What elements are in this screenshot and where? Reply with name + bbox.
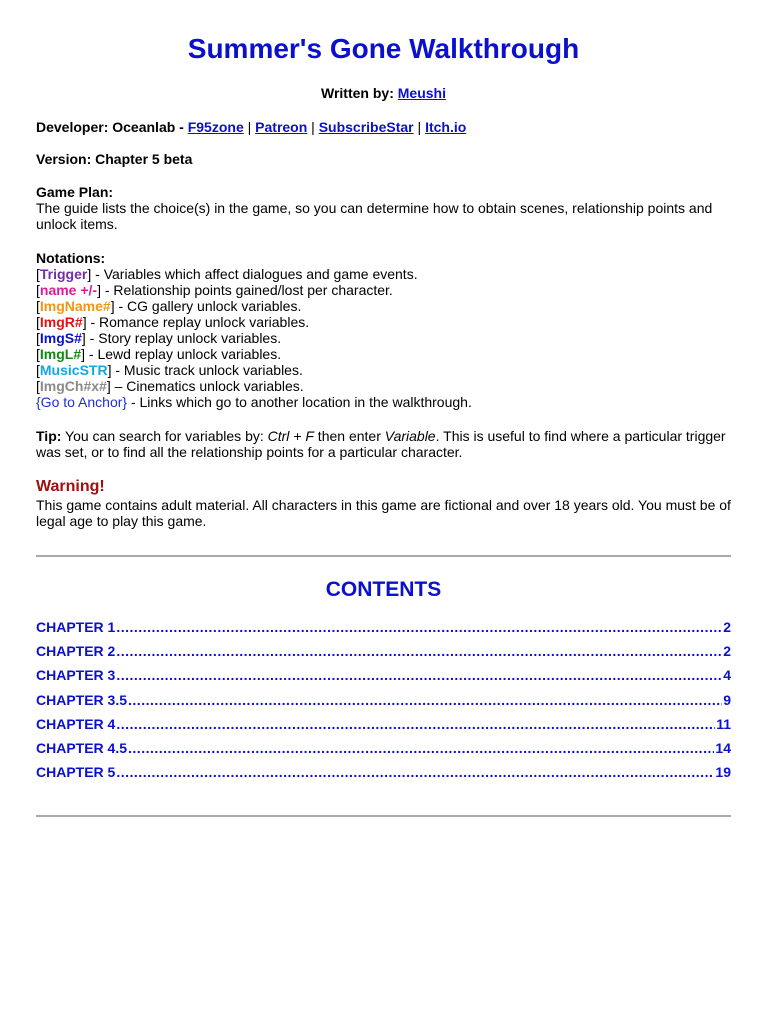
divider bbox=[36, 555, 731, 557]
page-title: Summer's Gone Walkthrough bbox=[187, 33, 580, 64]
notation-desc: - Relationship points gained/lost per character. bbox=[100, 282, 393, 298]
toc-page: 9 bbox=[723, 691, 731, 708]
notation-tag: MusicSTR bbox=[39, 362, 108, 378]
toc-page: 11 bbox=[716, 715, 731, 732]
author-link[interactable]: Meushi bbox=[397, 85, 446, 101]
toc-label: CHAPTER 3 bbox=[36, 667, 116, 684]
toc-page: 19 bbox=[715, 764, 731, 781]
game-plan-text: The guide lists the choice(s) in the game, so you can determine how to obtain scenes, relationship points and unlock items. bbox=[36, 200, 713, 232]
notations-section bbox=[36, 250, 731, 410]
table-of-contents bbox=[36, 619, 731, 788]
notation-tag: ImgS# bbox=[39, 330, 82, 346]
notation-desc: - CG gallery unlock variables. bbox=[114, 298, 302, 314]
toc-label: CHAPTER 5 bbox=[36, 764, 116, 781]
toc-entry[interactable] bbox=[36, 619, 731, 643]
version-line: Version: Chapter 5 beta bbox=[36, 151, 193, 167]
notation-desc: - Story replay unlock variables. bbox=[85, 330, 282, 346]
notations-heading: Notations: bbox=[36, 250, 106, 266]
notation-tag: name +/- bbox=[39, 282, 98, 298]
warning-heading: Warning! bbox=[36, 478, 105, 495]
notation-item: [Trigger] - Variables which affect dialogues and game events. bbox=[36, 266, 418, 282]
toc-entry[interactable] bbox=[36, 692, 731, 716]
notation-desc: - Variables which affect dialogues and game events. bbox=[91, 266, 418, 282]
toc-page: 2 bbox=[723, 619, 731, 635]
notation-desc: - Lewd replay unlock variables. bbox=[85, 346, 282, 362]
f95zone-link[interactable]: F95zone bbox=[187, 119, 244, 135]
toc-label: CHAPTER 2 bbox=[36, 643, 116, 660]
toc-label: CHAPTER 3.5 bbox=[36, 691, 128, 708]
toc-entry[interactable] bbox=[36, 740, 731, 764]
notation-tag: ImgCh#x# bbox=[39, 378, 107, 394]
notation-item bbox=[36, 394, 731, 410]
divider bbox=[36, 815, 731, 817]
toc-leader-dots bbox=[116, 643, 722, 659]
toc-leader-dots bbox=[116, 667, 722, 683]
anchor-tag: {Go to Anchor} bbox=[36, 394, 128, 410]
notation-item: [ImgS#] - Story replay unlock variables. bbox=[36, 330, 282, 346]
toc-label: CHAPTER 4.5 bbox=[36, 739, 128, 756]
notation-item: [ImgL#] - Lewd replay unlock variables. bbox=[36, 346, 282, 362]
toc-leader-dots bbox=[128, 692, 722, 708]
developer-line bbox=[36, 119, 731, 135]
notation-desc: - Music track unlock variables. bbox=[111, 362, 303, 378]
written-by-line bbox=[36, 85, 731, 101]
patreon-link[interactable]: Patreon bbox=[255, 119, 308, 135]
notation-desc: – Cinematics unlock variables. bbox=[110, 378, 304, 394]
warning-section bbox=[36, 477, 731, 529]
tip-keys: Ctrl + F bbox=[267, 428, 314, 444]
toc-label: CHAPTER 4 bbox=[36, 715, 116, 732]
notation-tag: ImgName# bbox=[39, 298, 111, 314]
notation-desc: - Links which go to another location in the walkthrough. bbox=[127, 394, 472, 410]
toc-leader-dots bbox=[116, 764, 714, 780]
link-separator: | bbox=[247, 119, 252, 135]
itchio-link[interactable]: Itch.io bbox=[425, 119, 467, 135]
notation-tag: ImgL# bbox=[39, 346, 82, 362]
link-separator: | bbox=[417, 119, 422, 135]
tip-text: You can search for variables by: bbox=[61, 428, 268, 444]
written-by-label: Written by: bbox=[321, 85, 394, 101]
toc-page: 14 bbox=[715, 739, 731, 756]
warning-text: This game contains adult material. All characters in this game are fictional and over 18 years old. You must be of legal age to play this game. bbox=[36, 497, 731, 529]
game-plan-heading: Game Plan: bbox=[36, 184, 114, 200]
notation-tag: Trigger bbox=[39, 266, 88, 282]
notation-item: [ImgCh#x#] – Cinematics unlock variables. bbox=[36, 378, 304, 394]
toc-leader-dots bbox=[116, 619, 722, 635]
developer-label: Developer: Oceanlab - bbox=[36, 119, 184, 135]
toc-page: 4 bbox=[723, 667, 731, 684]
tip-label: Tip: bbox=[36, 428, 62, 444]
notation-tag: ImgR# bbox=[39, 314, 83, 330]
toc-entry[interactable] bbox=[36, 643, 731, 667]
notation-item: [ImgName#] - CG gallery unlock variables. bbox=[36, 298, 302, 314]
toc-entry[interactable] bbox=[36, 716, 731, 740]
toc-leader-dots bbox=[128, 740, 714, 756]
toc-entry[interactable] bbox=[36, 667, 731, 691]
notation-item: [MusicSTR] - Music track unlock variables. bbox=[36, 362, 303, 378]
tip-text: . This is useful to find where a particular trigger was set, or to find all the relationship points for a particular character. bbox=[36, 428, 726, 460]
link-separator: | bbox=[311, 119, 315, 135]
notation-item: [name +/-] - Relationship points gained/lost per character. bbox=[36, 282, 393, 298]
tip-text: then enter bbox=[313, 428, 385, 444]
contents-heading: CONTENTS bbox=[325, 578, 442, 601]
tip-variable: Variable bbox=[384, 428, 436, 444]
toc-entry[interactable] bbox=[36, 764, 731, 788]
notation-desc: - Romance replay unlock variables. bbox=[86, 314, 310, 330]
game-plan-section bbox=[36, 184, 731, 232]
toc-label: CHAPTER 1 bbox=[36, 619, 116, 635]
subscribestar-link[interactable]: SubscribeStar bbox=[318, 119, 414, 135]
toc-page: 2 bbox=[723, 643, 731, 660]
tip-paragraph bbox=[36, 428, 731, 460]
toc-leader-dots bbox=[116, 716, 715, 732]
notation-item: [ImgR#] - Romance replay unlock variables. bbox=[36, 314, 310, 330]
